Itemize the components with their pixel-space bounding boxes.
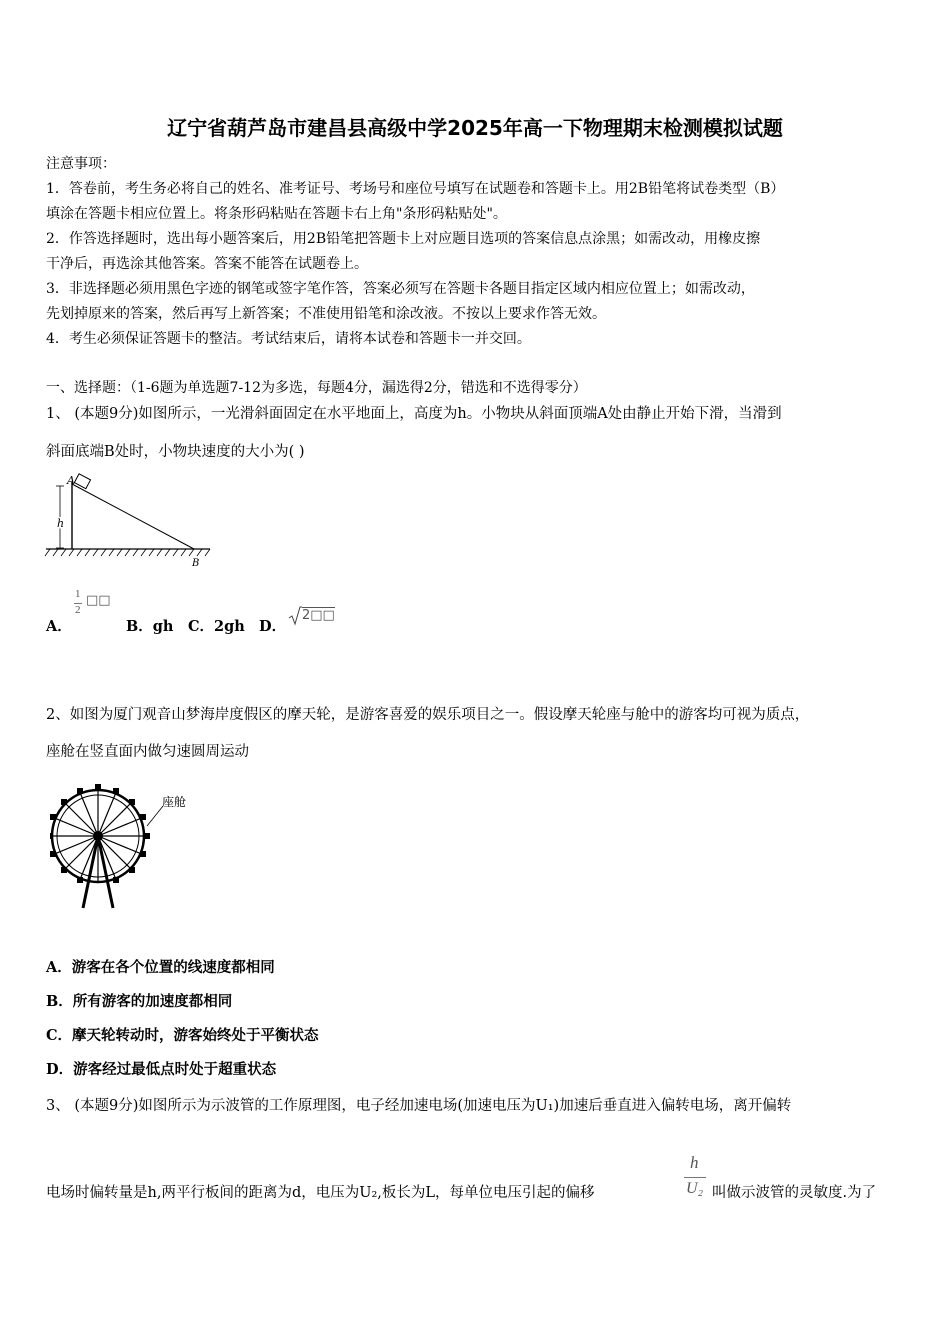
option-b: B．gh [126, 618, 174, 635]
label-a: A [67, 474, 75, 487]
sqrt-sign [288, 606, 302, 626]
option-c: C．2gh [188, 618, 245, 635]
option-d: D． [259, 618, 287, 635]
notice-line: 4．考生必须保证答题卡的整洁。考试结束后，请将本试卷和答题卡一并交回。 [46, 331, 531, 347]
question-3-text: 电场时偏转量是h,两平行板间的距离为d，电压为U₂,板长为L，每单位电压引起的偏移 [46, 1185, 595, 1201]
option-c: C．摩天轮转动时，游客始终处于平衡状态 [46, 1027, 319, 1044]
label-b: B [192, 558, 200, 569]
notice-line: 1．答卷前，考生务必将自己的姓名、准考证号、考场号和座位号填写在试题卷和答题卡上。用2B铅笔将试卷类型（B） [46, 181, 785, 197]
notice-heading: 注意事项： [46, 156, 116, 172]
option-a: A．游客在各个位置的线速度都相同 [46, 959, 275, 976]
question-2-text: 2、如图为厦门观音山梦海岸度假区的摩天轮，是游客喜爱的娱乐项目之一。假设摩天轮座与舱中的游客均可视为质点， [46, 707, 810, 723]
ferris-wheel-figure [50, 776, 210, 916]
notice-line: 填涂在答题卡相应位置上。将条形码粘贴在答题卡右上角"条形码粘贴处"。 [46, 206, 507, 222]
question-3-text: 3、 (本题9分)如图所示为示波管的工作原理图，电子经加速电场(加速电压为U₁)加速后垂直进入偏转电场，离开偏转 [46, 1098, 792, 1114]
fraction-bar [684, 1177, 706, 1178]
fraction-denominator: 2 [75, 604, 81, 616]
option-b: B．所有游客的加速度都相同 [46, 993, 233, 1010]
section-heading: 一、选择题：（1-6题为单选题7-12为多选，每题4分，漏选得2分，错选和不选得零分） [46, 380, 587, 396]
label-h: h [57, 517, 65, 530]
cabin-label: 座舱 [162, 795, 187, 809]
question-1-text: 斜面底端B处时，小物块速度的大小为( ) [46, 444, 305, 460]
option-a: A． [46, 618, 72, 635]
page-title: 辽宁省葫芦岛市建昌县高级中学2025年高一下物理期末检测模拟试题 [167, 116, 783, 140]
notice-line: 先划掉原来的答案，然后再写上新答案；不准使用铅笔和涂改液。不按以上要求作答无效。 [46, 306, 606, 322]
option-d: D．游客经过最低点时处于超重状态 [46, 1061, 277, 1078]
fraction-numerator: 1 [75, 588, 81, 600]
fraction-denominator: U₂ [686, 1180, 704, 1197]
question-2-text: 座舱在竖直面内做匀速圆周运动 [46, 744, 249, 760]
question-1-text: 1、 (本题9分)如图所示，一光滑斜面固定在水平地面上，高度为h。小物块从斜面顶端A处由静止开始下滑，当滑到 [46, 406, 782, 422]
notice-line: 干净后，再选涂其他答案。答案不能答在试题卷上。 [46, 256, 368, 272]
fraction-numerator: h [690, 1153, 699, 1172]
option-d-formula: 2□□ [302, 608, 335, 623]
notice-line: 3．非选择题必须用黑色字迹的钢笔或签字笔作答，答案必须写在答题卡各题目指定区域内相应位置上；如需改动， [46, 281, 755, 297]
option-a-formula: □□ [86, 593, 111, 608]
question-3-text: 叫做示波管的灵敏度.为了 [712, 1185, 877, 1201]
incline-figure [42, 472, 212, 572]
notice-line: 2．作答选择题时，选出每小题答案后，用2B铅笔把答题卡上对应题目选项的答案信息点涂黑；如需改动，用橡皮擦 [46, 231, 761, 247]
